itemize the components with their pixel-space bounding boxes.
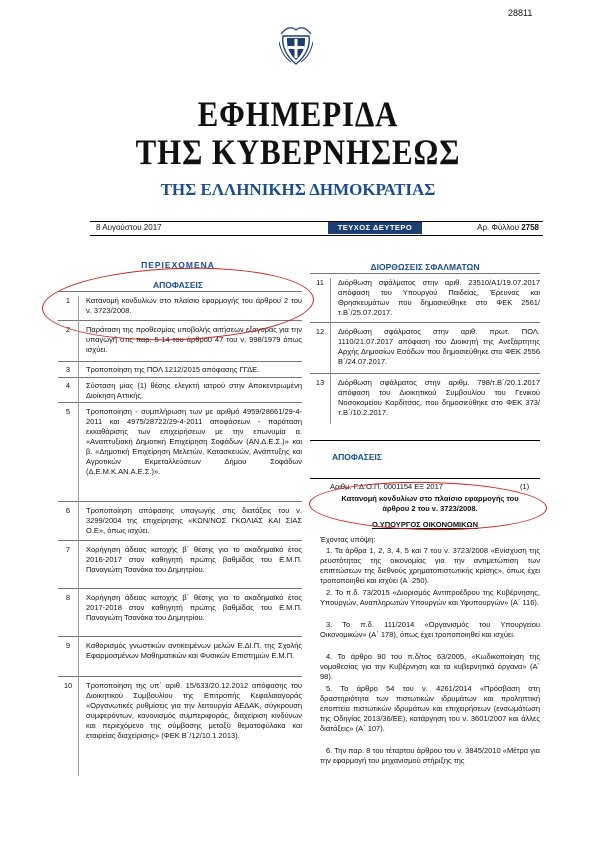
right-rule-0 bbox=[310, 273, 540, 274]
decision-title: Κατανομή κονδυλίων στο πλαίσιο εφαρμογής του άρθρου 2 του ν. 3723/2008. bbox=[341, 494, 519, 513]
masthead-title: ΕΦΗΜΕΡΙΔΑ bbox=[197, 94, 399, 134]
issue-bar bbox=[90, 222, 543, 234]
sheet-label: Αρ. Φύλλου bbox=[477, 223, 519, 232]
minister-heading: Ο ΥΠΟΥΡΓΟΣ ΟΙΚΟΝΟΜΙΚΩΝ bbox=[371, 520, 478, 529]
item-number: 10 bbox=[63, 681, 73, 690]
item-number: 6 bbox=[65, 506, 71, 515]
list-item[interactable] bbox=[58, 681, 302, 771]
left-rule-9 bbox=[58, 676, 302, 677]
considering-label: Έχοντας υπόψη: bbox=[320, 535, 376, 544]
right-section-rule bbox=[310, 440, 540, 441]
sheet-number-value: 2758 bbox=[521, 223, 539, 232]
decision-rule bbox=[310, 478, 540, 479]
sheet-number bbox=[477, 223, 539, 232]
item-number: 8 bbox=[65, 593, 71, 602]
greek-coat-of-arms-icon bbox=[279, 22, 313, 66]
list-item[interactable] bbox=[58, 365, 302, 375]
item-text: Διόρθωση σφάλματος στην αριθ. πρωτ. ΠΟΛ. 1110/21.07.2017 απόφαση του Διοικητή της Ανεξάρτητης Αρχής Δημοσίων Εσόδων που δημοσιεύθηκε στο ΦΕΚ 2556 Β΄/24.07.2017. bbox=[338, 327, 540, 366]
item-text: Διόρθωση σφάλματος στην αριθμ. 798/τ.Β΄/20.1.2017 απόφαση του Διοικητικού Συμβουλίου του Γενικού Νοσοκομείου Καρδίτσας, που δημοσιεύθηκε στο ΦΕΚ 373/τ.Β΄/10.2.2017. bbox=[338, 378, 540, 417]
left-rule-8 bbox=[58, 636, 302, 637]
paragraph-6: 6. Την παρ. 8 του τέταρτου άρθρου του ν. 3845/2010 «Μέτρα για την εφαρμογή του μηχανισμού στήριξης της bbox=[320, 746, 540, 765]
item-number: 3 bbox=[65, 365, 71, 374]
item-text: Χορήγηση άδειας κατοχής β΄ θέσης για το ακαδημαϊκό έτος 2017-2018 στον καθηγητή πρώτης βαθμίδας του Ε.Μ.Π. Παναγιώτη Τσανάκα του Δημητρίου. bbox=[86, 593, 302, 622]
errata-heading: ΔΙΟΡΘΩΣΕΙΣ ΣΦΑΛΜΑΤΩΝ bbox=[370, 262, 480, 272]
right-decisions-heading: ΑΠΟΦΑΣΕΙΣ bbox=[332, 452, 383, 462]
list-item[interactable] bbox=[58, 407, 302, 497]
right-rule-2 bbox=[310, 373, 540, 374]
item-number: 12 bbox=[315, 327, 325, 336]
item-text: Χορήγηση άδειας κατοχής β΄ θέσης για το ακαδημαϊκό έτος 2016-2017 στον καθηγητή πρώτης βαθμίδας του Ε.Μ.Π. Παναγιώτη Τσανάκα του Δημητρίου. bbox=[86, 545, 302, 574]
left-rule-6 bbox=[58, 540, 302, 541]
left-rule-2 bbox=[58, 361, 302, 362]
list-item[interactable] bbox=[58, 545, 302, 585]
left-rule-7 bbox=[58, 588, 302, 589]
item-text: Παράταση της προθεσμίας υποβολής αιτήσεων εξαγοράς για την υπαγωγή στις παρ. 5-14 του άρθρου 47 του ν. 998/1979 όπως ισχύει. bbox=[86, 325, 302, 354]
item-number: 2 bbox=[65, 325, 71, 334]
errata-item[interactable] bbox=[310, 327, 540, 367]
right-number-divider bbox=[330, 278, 331, 424]
item-text: Κατανομή κονδυλίων στο πλαίσιο εφαρμογής του άρθρου 2 του ν. 3723/2008. bbox=[86, 296, 302, 315]
paragraph-5: 5. Το άρθρο 54 του ν. 4261/2014 «Πρόσβαση στη δραστηριότητα των πιστωτικών ιδρυμάτων και προληπτική εποπτεία πιστωτικών ιδρυμάτων και επιχειρήσεων (ενσωμάτωση της Οδηγίας 2013/36/ΕΕ), κατάργηση του ν. 3601/2007 και άλλες διατάξεις» (Α΄ 107). bbox=[320, 684, 540, 733]
left-rule-5 bbox=[58, 501, 302, 502]
list-item[interactable] bbox=[58, 381, 302, 401]
contents-heading: ΠΕΡΙΕΧΟΜΕΝΑ bbox=[141, 260, 215, 270]
item-text: Καθορισμός γνωστικών αντικειμένων μελών Ε.ΔΙ.Π. της Σχολής Εφαρμοσμένων Μαθηματικών και Φυσικών Επιστημών Ε.Μ.Π. bbox=[86, 641, 302, 660]
issue-label: ΤΕΥΧΟΣ ΔΕΥΤΕΡΟ bbox=[328, 222, 422, 234]
item-text: Διόρθωση σφάλματος στην αριθ. 23510/Α1/19.07.2017 απόφαση του Υπουργού Παιδείας, Έρευνας και Θρησκευμάτων που δημοσιεύθηκε στο ΦΕΚ 2561/τ.Β΄/25.07.2017. bbox=[338, 278, 540, 317]
errata-item[interactable] bbox=[310, 278, 540, 318]
page-number: 28811 bbox=[508, 8, 533, 18]
item-text: Τροποποίηση - συμπλήρωση των με αριθμό 4959/28661/29-4-2011 και 4975/28722/29-4-2011 αποφάσεων - παράταση εκκαθάρισης των επιχειρήσεων με την επωνυμία α. «Αναπτυξιακή Δημοτική Επιχείρηση Σοφάδων (ΑΝ.Δ.Ε.Σ.)» και β. «Δημοτική Επιχείρηση Μελετών, Κατασκευών, Ανάπτυξης και Αγροτικών Εκμεταλλεύσεων Δήμου Σοφάδων (Δ.Ε.Μ.Κ.ΑΝ.Α.Ε.Σ.)». bbox=[86, 407, 302, 476]
errata-item[interactable] bbox=[310, 378, 540, 418]
item-number: 9 bbox=[65, 641, 71, 650]
paragraph-1: 1. Τα άρθρα 1, 2, 3, 4, 5 και 7 του ν. 3723/2008 «Ενίσχυση της ρευστότητας της οικονομίας για την αντιμετώπιση των επιπτώσεων της διεθνούς χρηματοπιστωτικής κρίσης», όπως έχει τροποποιηθεί και ισχύει (Α΄ 250). bbox=[320, 546, 540, 585]
issue-date: 8 Αυγούστου 2017 bbox=[96, 223, 162, 232]
item-text: Τροποποίηση της υπ΄ αριθ. 15/633/20.12.2012 απόφασης του Διοικητικού Συμβουλίου της Επιτροπής Κεφαλαιαγοράς «Οργανωτικές ρυθμίσεις για την λειτουργία ΑΕΔΑΚ, σύγκρουση συμφερόντων, κανονισμός συμπεριφοράς, διαχείριση κινδύνων και περιεχόμενο της σύμβασης μεταξύ θεματοφύλακα και εταιρείας διαχείρισης» (ΦΕΚ Β΄/12/10.1.2013). bbox=[86, 681, 302, 740]
item-text: Τροποποίηση της ΠΟΛ 1212/2015 απόφασης ΓΓΔΕ. bbox=[86, 365, 260, 374]
masthead-subtitle: ΤΗΣ ΚΥΒΕΡΝΗΣΕΩΣ bbox=[135, 132, 461, 172]
left-decisions-heading: ΑΠΟΦΑΣΕΙΣ bbox=[152, 280, 203, 290]
right-rule-1 bbox=[310, 322, 540, 323]
item-number: 11 bbox=[316, 278, 324, 287]
item-number: 13 bbox=[315, 378, 325, 387]
item-text: Σύσταση μίας (1) θέσης ελεγκτή ιατρού στην Αποκεντρωμένη Διοίκηση Αττικής. bbox=[86, 381, 302, 400]
masthead-republic: ΤΗΣ ΕΛΛΗΝΙΚΗΣ ΔΗΜΟΚΡΑΤΙΑΣ bbox=[160, 180, 436, 199]
item-text: Τροποποίηση απόφασης υπαγωγής στις διατάξεις του ν. 3299/2004 της επιχείρησης «ΚΩΝ/ΝΟΣ ΓΚΟΛΙΑΣ ΚΑΙ ΣΙΑΣ Ο.Ε», όπως ισχύει. bbox=[86, 506, 302, 535]
paragraph-4: 4. Το άρθρο 90 του π.δ/τος 63/2005, «Κωδικοποίηση της νομοθεσίας για την Κυβέρνηση και τα κυβερνητικά όργανα» (Α΄ 98). bbox=[320, 652, 540, 681]
issue-bottom-rule bbox=[90, 235, 543, 236]
left-rule-4 bbox=[58, 402, 302, 403]
list-item[interactable] bbox=[58, 506, 302, 536]
paragraph-3: 3. Το π.δ. 111/2014 «Οργανισμός του Υπουργείου Οικονομικών» (Α΄ 178), όπως έχει τροποποιηθεί και ισχύει. bbox=[320, 620, 540, 639]
left-rule-3 bbox=[58, 377, 302, 378]
item-number: 1 bbox=[65, 296, 71, 305]
item-number: 7 bbox=[65, 545, 71, 554]
list-item[interactable] bbox=[58, 641, 302, 671]
decision-reference-number: (1) bbox=[520, 482, 530, 491]
paragraph-2: 2. Το π.δ. 73/2015 «Διορισμός Αντιπροέδρου της Κυβέρνησης, Υπουργών, Αναπληρωτών Υπουργών και Υφυπουργών» (Α΄ 116). bbox=[320, 588, 540, 607]
item-number: 5 bbox=[65, 407, 71, 416]
left-number-divider bbox=[78, 296, 79, 776]
decision-reference: Αριθμ. Γ.Δ.Ο.Π. 0001154 ΕΞ 2017 bbox=[330, 482, 443, 491]
item-number: 4 bbox=[65, 381, 71, 390]
list-item[interactable] bbox=[58, 593, 302, 633]
